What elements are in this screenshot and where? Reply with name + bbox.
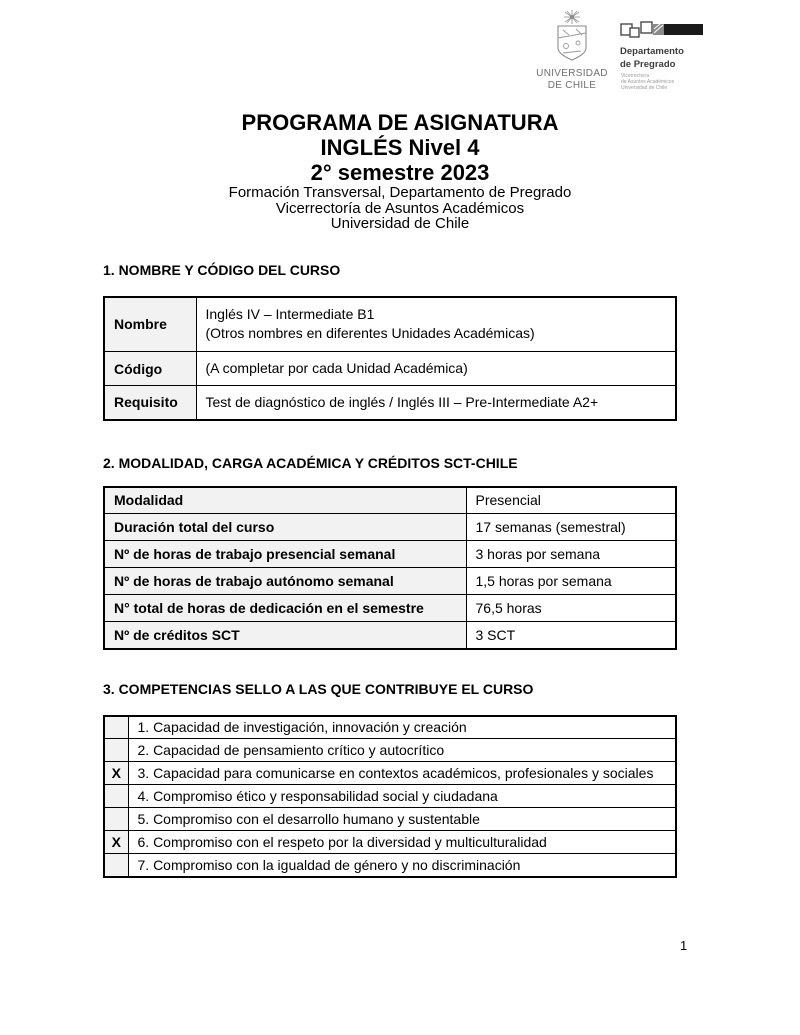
table-row	[104, 739, 676, 762]
subtitle-vicerrectoria: Vicerrectoría de Asuntos Académicos	[275, 199, 525, 217]
competencies-table	[103, 715, 677, 878]
course-name-code-table	[103, 296, 677, 421]
row-label-creditos: Nº de créditos SCT	[104, 622, 466, 649]
row-value-nombre	[196, 297, 676, 352]
page-number: 1	[680, 938, 688, 953]
row-value-horas-totales: 76,5 horas	[466, 595, 676, 622]
competency-mark-cell: X	[104, 762, 128, 785]
competency-text: 7. Compromiso con la igualdad de género y no discriminación	[128, 854, 676, 877]
row-label-requisito: Requisito	[104, 386, 196, 420]
competency-mark-cell: X	[104, 831, 128, 854]
departamento-pregrado-logo	[620, 8, 708, 91]
competency-mark-cell	[104, 808, 128, 831]
pregrado-sub-line1: Vicerrectoría	[621, 73, 650, 79]
row-label-modalidad: Modalidad	[104, 487, 466, 514]
pregrado-sub-line2: de Asuntos Académicos	[621, 79, 675, 85]
value-line: (Otros nombres en diferentes Unidades Académicas)	[205, 325, 535, 342]
table-row	[104, 514, 676, 541]
table-row	[104, 541, 676, 568]
table-row	[104, 622, 676, 649]
competency-text: 3. Capacidad para comunicarse en contextos académicos, profesionales y sociales	[128, 762, 676, 785]
table-row	[104, 568, 676, 595]
document-title: PROGRAMA DE ASIGNATURA	[241, 110, 559, 135]
row-label-nombre: Nombre	[104, 297, 196, 352]
value-line: Inglés IV – Intermediate B1	[205, 306, 375, 323]
pregrado-title-line1: Departamento	[620, 46, 684, 57]
row-label-codigo: Código	[104, 352, 196, 386]
section-3-heading: 3. COMPETENCIAS SELLO A LAS QUE CONTRIBUYE EL CURSO	[103, 680, 534, 697]
university-crest-icon	[536, 49, 608, 66]
row-value-horas-presencial: 3 horas por semana	[466, 541, 676, 568]
value-line: Test de diagnóstico de inglés / Inglés III – Pre-Intermediate A2+	[205, 393, 599, 410]
row-value-modalidad: Presencial	[466, 487, 676, 514]
competency-text: 2. Capacidad de pensamiento crítico y autocrítico	[128, 739, 676, 762]
pregrado-sub-line3: Universidad de Chile	[621, 85, 668, 91]
modality-credits-table	[103, 486, 677, 650]
row-value-horas-autonomo: 1,5 horas por semana	[466, 568, 676, 595]
header-logos	[536, 8, 708, 91]
competency-text: 5. Compromiso con el desarrollo humano y sustentable	[128, 808, 676, 831]
competency-text: 1. Capacidad de investigación, innovación y creación	[128, 716, 676, 739]
competency-mark-cell	[104, 854, 128, 877]
value-line: (A completar por cada Unidad Académica)	[205, 360, 468, 376]
competency-mark-cell	[104, 739, 128, 762]
university-caption-line2: DE CHILE	[547, 80, 597, 91]
competency-text: 4. Compromiso ético y responsabilidad social y ciudadana	[128, 785, 676, 808]
section-2-heading: 2. MODALIDAD, CARGA ACADÉMICA Y CRÉDITOS SCT-CHILE	[103, 454, 518, 471]
row-value-codigo	[196, 352, 676, 386]
table-row	[104, 785, 676, 808]
subtitle-program: Formación Transversal, Departamento de Pregrado	[228, 184, 572, 201]
course-title: INGLÉS Nivel 4	[320, 135, 480, 160]
table-row	[104, 831, 676, 854]
competency-mark-cell	[104, 716, 128, 739]
university-caption-line1: UNIVERSIDAD	[536, 68, 608, 79]
table-row	[104, 762, 676, 785]
row-label-horas-totales: N° total de horas de dedicación en el semestre	[104, 595, 466, 622]
pregrado-logo-mark-icon	[620, 27, 704, 44]
table-row	[104, 854, 676, 877]
universidad-de-chile-logo	[536, 8, 608, 91]
subtitle-university: Universidad de Chile	[330, 215, 470, 232]
row-label-horas-autonomo: Nº de horas de trabajo autónomo semanal	[104, 568, 466, 595]
semester-title: 2° semestre 2023	[310, 160, 490, 185]
row-label-horas-presencial: Nº de horas de trabajo presencial semanal	[104, 541, 466, 568]
row-label-duracion: Duración total del curso	[104, 514, 466, 541]
pregrado-title-line2: de Pregrado	[620, 58, 676, 70]
row-value-duracion: 17 semanas (semestral)	[466, 514, 676, 541]
table-row	[104, 386, 676, 420]
table-row	[104, 716, 676, 739]
row-value-requisito	[196, 386, 676, 420]
table-row	[104, 808, 676, 831]
table-row	[104, 297, 676, 352]
competency-mark-cell	[104, 785, 128, 808]
table-row	[104, 595, 676, 622]
section-1-heading: 1. NOMBRE Y CÓDIGO DEL CURSO	[103, 261, 341, 278]
competency-text: 6. Compromiso con el respeto por la diversidad y multiculturalidad	[128, 831, 676, 854]
row-value-creditos: 3 SCT	[466, 622, 676, 649]
table-row	[104, 487, 676, 514]
table-row	[104, 352, 676, 386]
